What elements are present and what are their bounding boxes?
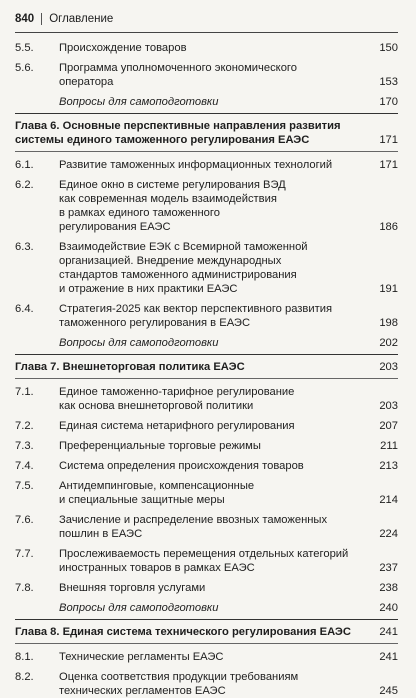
toc-title-line: Зачисление и распределение ввозных таможенных bbox=[59, 514, 328, 526]
toc-title-line: Единая система нетарифного регулирования bbox=[59, 420, 295, 432]
toc-page-number: 150 bbox=[379, 42, 398, 54]
toc-entry[interactable] bbox=[15, 158, 398, 172]
toc-page-number: 171 bbox=[379, 134, 398, 146]
toc-entry-title bbox=[59, 419, 370, 433]
toc-title-line: системы единого таможенного регулирования ЕАЭС bbox=[15, 134, 310, 146]
toc-page-number: 211 bbox=[380, 440, 398, 452]
toc-entry[interactable] bbox=[15, 385, 398, 413]
toc-entry[interactable] bbox=[15, 302, 398, 330]
toc-title-line: Глава 6. Основные перспективные направления развития bbox=[15, 120, 341, 132]
toc-entry-title bbox=[59, 61, 370, 89]
toc-entry-title bbox=[59, 439, 370, 453]
toc-entry-number: 5.5. bbox=[15, 42, 34, 54]
toc-entry[interactable] bbox=[15, 439, 398, 453]
toc-page-number: 240 bbox=[379, 602, 398, 614]
toc-title-line: Единое таможенно-тарифное регулирование bbox=[59, 386, 295, 398]
toc-page-number: 214 bbox=[379, 494, 398, 506]
toc-title-line: Прослеживаемость перемещения отдельных категорий bbox=[59, 548, 349, 560]
toc-page-number: 245 bbox=[379, 685, 398, 697]
page-number: 840 bbox=[15, 13, 35, 25]
toc-title-line: и специальные защитные меры bbox=[59, 494, 225, 506]
toc-entry-number: 6.2. bbox=[15, 179, 34, 191]
toc-entry[interactable] bbox=[15, 581, 398, 595]
toc-title-line: Внешняя торговля услугами bbox=[59, 582, 206, 594]
toc-title-line: регулирования ЕАЭС bbox=[59, 221, 171, 233]
toc-questions[interactable] bbox=[15, 601, 398, 615]
chapter-rule bbox=[15, 378, 398, 379]
toc-title-line: Единое окно в системе регулирования ВЭД bbox=[59, 179, 286, 191]
toc-entry[interactable] bbox=[15, 459, 398, 473]
toc-title-line: Технические регламенты ЕАЭС bbox=[59, 651, 224, 663]
toc-entry-title bbox=[59, 479, 370, 507]
toc-entry[interactable] bbox=[15, 547, 398, 575]
toc-entry-title bbox=[15, 625, 370, 639]
toc-entry-number: 7.3. bbox=[15, 440, 34, 452]
toc-entry[interactable] bbox=[15, 419, 398, 433]
toc-entry-title bbox=[59, 302, 370, 330]
toc-entry-number: 7.5. bbox=[15, 480, 34, 492]
toc-page-number: 191 bbox=[379, 283, 398, 295]
toc-title-line: Глава 8. Единая система технического регулирования ЕАЭС bbox=[15, 626, 351, 638]
toc-title-line: Антидемпинговые, компенсационные bbox=[59, 480, 255, 492]
toc-entry-title bbox=[59, 601, 370, 615]
toc-entry[interactable] bbox=[15, 670, 398, 698]
toc-title-line: Оценка соответствия продукции требованиям bbox=[59, 671, 299, 683]
toc-title-line: Глава 7. Внешнеторговая политика ЕАЭС bbox=[15, 361, 245, 373]
toc-title-line: как основа внешнеторговой политики bbox=[59, 400, 254, 412]
toc-entry[interactable] bbox=[15, 240, 398, 296]
toc-entry-number: 7.4. bbox=[15, 460, 34, 472]
toc-entry-title bbox=[59, 581, 370, 595]
toc-page-number: 238 bbox=[379, 582, 398, 594]
toc-chapter[interactable] bbox=[15, 360, 398, 374]
toc-entry[interactable] bbox=[15, 479, 398, 507]
toc-page-number: 241 bbox=[379, 626, 398, 638]
toc-entry[interactable] bbox=[15, 61, 398, 89]
toc-entry[interactable] bbox=[15, 178, 398, 234]
toc-entry-number: 6.4. bbox=[15, 303, 34, 315]
chapter-rule bbox=[15, 354, 398, 355]
toc-page-number: 207 bbox=[379, 420, 398, 432]
toc-entry-number: 7.2. bbox=[15, 420, 34, 432]
toc-entry-number: 6.1. bbox=[15, 159, 34, 171]
toc-title-line: Вопросы для самоподготовки bbox=[59, 96, 219, 108]
toc-title-line: иностранных товаров в рамках ЕАЭС bbox=[59, 562, 255, 574]
toc-entry-title bbox=[59, 240, 370, 296]
toc-page-number: 186 bbox=[379, 221, 398, 233]
chapter-rule bbox=[15, 619, 398, 620]
toc-title-line: Стратегия-2025 как вектор перспективного развития bbox=[59, 303, 333, 315]
toc-entry-title bbox=[59, 336, 370, 350]
toc-entry[interactable] bbox=[15, 41, 398, 55]
toc-title-line: Вопросы для самоподготовки bbox=[59, 602, 219, 614]
toc-title-line: стандартов таможенного администрирования bbox=[59, 269, 297, 281]
toc-entry-number: 5.6. bbox=[15, 62, 34, 74]
toc-page-number: 202 bbox=[379, 337, 398, 349]
toc-title-line: Развитие таможенных информационных технологий bbox=[59, 159, 333, 171]
toc-entry-number: 8.1. bbox=[15, 651, 34, 663]
toc-entry-title bbox=[59, 41, 370, 55]
chapter-rule bbox=[15, 113, 398, 114]
toc-entry-title bbox=[59, 459, 370, 473]
toc-entry-title bbox=[59, 158, 370, 172]
toc-page-number: 203 bbox=[379, 400, 398, 412]
toc-entry[interactable] bbox=[15, 650, 398, 664]
toc-title-line: таможенного регулирования в ЕАЭС bbox=[59, 317, 251, 329]
toc-entry-title bbox=[59, 650, 370, 664]
running-header bbox=[15, 8, 398, 30]
toc-page-number: 170 bbox=[379, 96, 398, 108]
toc-chapter[interactable] bbox=[15, 119, 398, 147]
header-section-title: Оглавление bbox=[49, 13, 114, 25]
toc-page-number: 198 bbox=[379, 317, 398, 329]
toc-questions[interactable] bbox=[15, 336, 398, 350]
toc-page-number: 241 bbox=[379, 651, 398, 663]
toc-page-number: 224 bbox=[379, 528, 398, 540]
toc-title-line: оператора bbox=[59, 76, 114, 88]
chapter-rule bbox=[15, 151, 398, 152]
toc-entry-title bbox=[59, 178, 370, 234]
toc-entry-title bbox=[15, 360, 370, 374]
chapter-rule bbox=[15, 643, 398, 644]
toc-title-line: Преференциальные торговые режимы bbox=[59, 440, 261, 452]
toc-title-line: Система определения происхождения товаров bbox=[59, 460, 304, 472]
toc-entry-title bbox=[15, 119, 370, 147]
toc-entry-title bbox=[59, 95, 370, 109]
toc-entry-title bbox=[59, 513, 370, 541]
toc-title-line: и отражение в них практики ЕАЭС bbox=[59, 283, 238, 295]
toc-page-number: 237 bbox=[379, 562, 398, 574]
toc-entry-number: 7.7. bbox=[15, 548, 34, 560]
toc-title-line: Взаимодействие ЕЭК с Всемирной таможенной bbox=[59, 241, 308, 253]
toc-chapter[interactable] bbox=[15, 625, 398, 639]
toc-entry-title bbox=[59, 547, 370, 575]
toc-title-line: организацией. Внедрение международных bbox=[59, 255, 282, 267]
toc-entry[interactable] bbox=[15, 513, 398, 541]
toc-questions[interactable] bbox=[15, 95, 398, 109]
header-rule bbox=[15, 32, 398, 33]
toc-title-line: Вопросы для самоподготовки bbox=[59, 337, 219, 349]
toc-title-line: Происхождение товаров bbox=[59, 42, 187, 54]
toc-page-number: 153 bbox=[379, 76, 398, 88]
toc-title-line: в рамках единого таможенного bbox=[59, 207, 220, 219]
toc-entry-number: 7.1. bbox=[15, 386, 34, 398]
toc-title-line: Программа уполномоченного экономического bbox=[59, 62, 297, 74]
toc-page-number: 213 bbox=[379, 460, 398, 472]
toc-entry-number: 7.8. bbox=[15, 582, 34, 594]
header-separator bbox=[41, 13, 42, 25]
toc-title-line: пошлин в ЕАЭС bbox=[59, 528, 143, 540]
toc-entry-title bbox=[59, 385, 370, 413]
toc-entry-title bbox=[59, 670, 370, 698]
toc-entry-number: 6.3. bbox=[15, 241, 34, 253]
toc-page-number: 171 bbox=[379, 159, 398, 171]
table-of-contents bbox=[15, 41, 398, 698]
toc-title-line: как современная модель взаимодействия bbox=[59, 193, 277, 205]
toc-entry-number: 7.6. bbox=[15, 514, 34, 526]
toc-title-line: технических регламентов ЕАЭС bbox=[59, 685, 226, 697]
toc-entry-number: 8.2. bbox=[15, 671, 34, 683]
toc-page-number: 203 bbox=[379, 361, 398, 373]
